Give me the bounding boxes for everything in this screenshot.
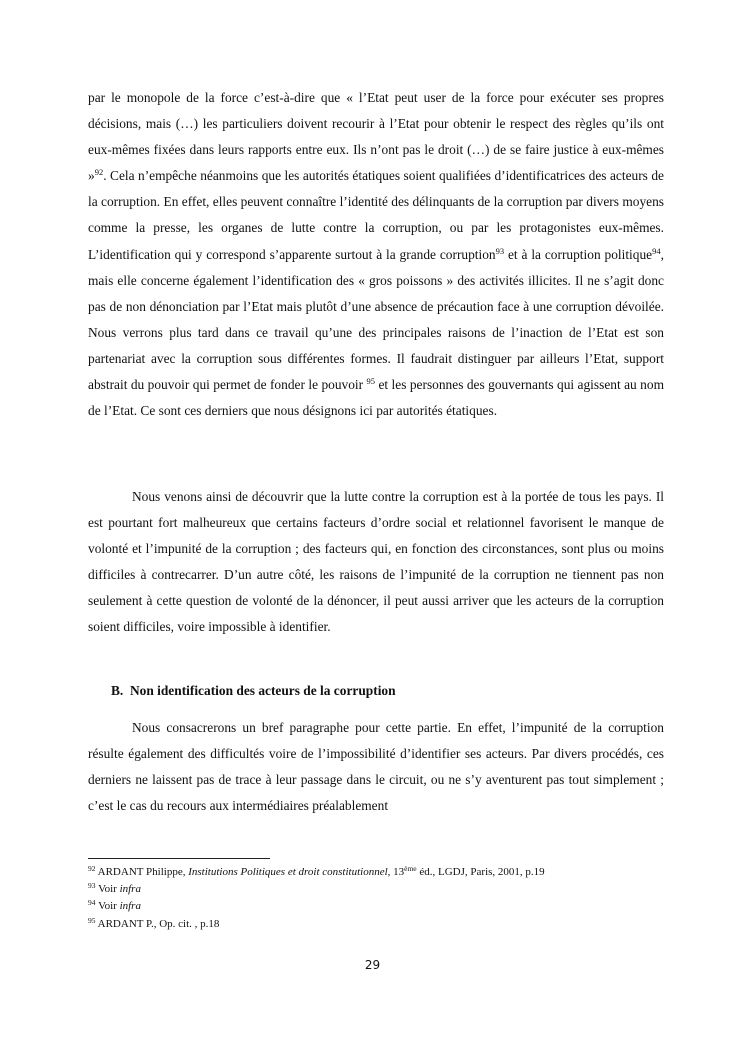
paragraph-1-text-2: . Cela n’empêche néanmoins que les autorités étatiques soient qualifiées d’identificatrices des acteurs de la corruption. En effet, elles peuvent connaître l’identité des délinquants de la corruption par divers moyens comme la presse, les organes de lutte contre la corruption, ou par les protagonistes eux-mêmes. L’identification qui y correspond s’apparente surtout à la grande corruption bbox=[88, 168, 664, 262]
footnote-edition-suffix: ème bbox=[404, 864, 417, 873]
footnote-ref-93[interactable]: 93 bbox=[495, 245, 505, 256]
footnote-number: 93 bbox=[88, 881, 96, 891]
footnote-separator bbox=[88, 858, 270, 859]
footnote-edition: 13 bbox=[390, 866, 405, 878]
paragraph-3: Nous consacrerons un bref paragraphe pour cette partie. En effet, l’impunité de la corruption résulte également des difficultés voire de l’impossibilité d’identifier ses acteurs. Par divers procédés, ces derniers ne laissent pas de trace à leur passage dans le circuit, ou ne s’y aventurent pas tout simplement ; c’est le cas du recours aux intermédiaires préalablement bbox=[88, 720, 664, 814]
footnote-italic: infra bbox=[119, 883, 141, 896]
footnote-text: Voir bbox=[98, 900, 120, 913]
paragraph-1-text-1: par le monopole de la force c’est-à-dire que « l’Etat peut user de la force pour exécuter ses propres décisions, mais (…) les particuliers doivent recourir à l’Etat pour obtenir le respect des règles qu’ils ont eux-mêmes fixées dans leurs rapports entre eux. Ils n’ont pas le droit (…) de se faire justice à eux-mêmes » bbox=[88, 90, 664, 184]
footnote-text: ARDANT P., Op. cit. , p.18 bbox=[97, 917, 220, 930]
paragraph-1-text-4: , mais elle concerne également l’identification des « gros poissons » des activités illicites. Il ne s’agit donc pas de non dénonciation par l’Etat mais plutôt d’une absence de précaution face à une corruption dévoilée. Nous verrons plus tard dans ce travail qu’une des principales raisons de l’inaction de l’Etat est son partenariat avec la corruption sous différentes formes. Il faudrait distinguer par ailleurs l’Etat, support abstrait du pouvoir qui permet de fonder le pouvoir bbox=[88, 246, 664, 393]
page-number: 29 bbox=[364, 958, 381, 972]
footnote-94 bbox=[88, 898, 664, 915]
footnote-author: ARDANT Philippe, bbox=[97, 866, 189, 878]
footnote-93 bbox=[88, 881, 664, 898]
footnote-text: Voir bbox=[98, 883, 120, 896]
paragraph-2: Nous venons ainsi de découvrir que la lutte contre la corruption est à la portée de tous les pays. Il est pourtant fort malheureux que certains facteurs d’ordre social et relationnel favorisent le manque de volonté et l’impunité de la corruption ; des facteurs qui, en fonction des circonstances, sont plus ou moins difficiles à contrecarrer. D’un autre côté, les raisons de l’impunité de la corruption ne tiennent pas non seulement à cette question de volonté de la dénoncer, il peut aussi arriver que les acteurs de la corruption soient difficiles, voire impossible à identifier. bbox=[88, 489, 664, 635]
footnote-92 bbox=[88, 864, 664, 881]
footnote-95 bbox=[88, 916, 664, 933]
section-heading-title: Non identification des acteurs de la corruption bbox=[129, 683, 396, 698]
footnote-italic: infra bbox=[119, 900, 141, 913]
section-heading bbox=[111, 683, 396, 699]
footnote-book-title: Institutions Politiques et droit constitutionnel, bbox=[188, 866, 391, 878]
paragraph-1-text-3: et à la corruption politique bbox=[504, 246, 653, 262]
footnote-ref-95[interactable]: 95 bbox=[366, 376, 376, 387]
footnote-number: 95 bbox=[88, 915, 96, 925]
paragraph-1-text-5: et les personnes des gouvernants qui agissent au nom de l’Etat. Ce sont ces derniers que nous désignons ici par autorités étatiques. bbox=[88, 377, 664, 419]
footnote-ref-92[interactable]: 92 bbox=[94, 167, 104, 178]
footnote-number: 92 bbox=[88, 864, 96, 873]
section-heading-number: B. bbox=[111, 683, 124, 698]
paragraph-1 bbox=[88, 85, 664, 424]
footnotes-area bbox=[88, 864, 664, 933]
footnote-ref-94[interactable]: 94 bbox=[652, 245, 661, 256]
footnote-publisher: éd., LGDJ, Paris, 2001, p.19 bbox=[416, 866, 545, 878]
footnote-number: 94 bbox=[88, 898, 96, 908]
